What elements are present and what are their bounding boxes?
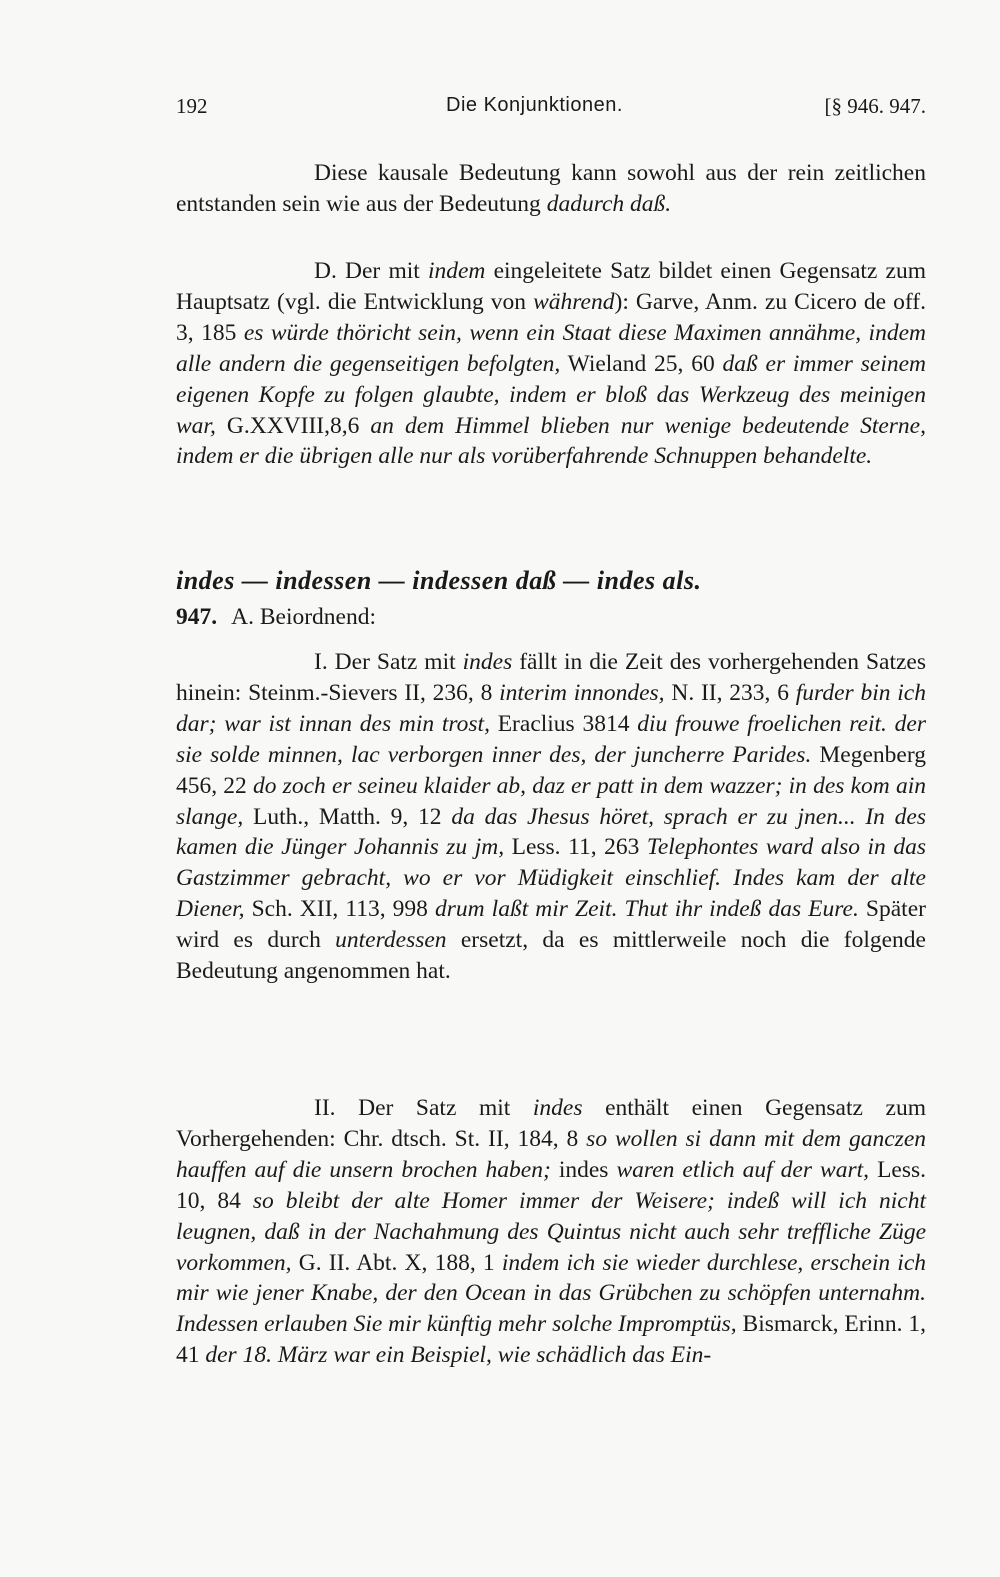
- paragraph-text: D. Der mit indem eingeleitete Satz bildet einen Gegensatz zum Hauptsatz (vgl. die Entwicklung von während): Garve, Anm. zu Cicero de off. 3, 185 es würde thöricht sein, wenn ein Staat diese Maximen annähme, indem alle andern die gegenseitigen befolgten, Wieland 25, 60 daß er immer seinem eigenen Kopfe zu folgen glaubte, indem er bloß das Werkzeug des meinigen war, G.XXVIII,8,6 an dem Himmel blieben nur wenige bedeutende Sterne, indem er die übrigen alle nur als vorüberfahrende Schnuppen behandelte.: [176, 258, 926, 470]
- paragraph-text: Diese kausale Bedeutung kann sowohl aus der rein zeitlichen entstanden sein wie aus der Bedeutung dadurch daß.: [176, 160, 926, 217]
- running-header: [176, 94, 926, 124]
- paragraph-causal: [176, 158, 926, 220]
- section-number: 947.: [176, 604, 218, 630]
- paragraph-d: [176, 256, 926, 472]
- page-number: 192: [176, 94, 208, 118]
- paragraph-text: I. Der Satz mit indes fällt in die Zeit des vorhergehenden Satzes hinein: Steinm.-Sievers II, 236, 8 interim innondes, N. II, 233, 6 furder bin ich dar; war ist innan des min trost, Eraclius 3814 diu frouwe froelichen reit. der sie solde minnen, lac verborgen inner des, der juncherre Parides. Megenberg 456, 22 do zoch er seineu klaider ab, daz er patt in dem wazzer; in des kom ain slange, Luth., Matth. 9, 12 da das Jhesus höret, sprach er zu jnen... In des kamen die Jünger Johannis zu jm, Less. 11, 263 Telephontes ward also in das Gastzimmer gebracht, wo er vor Müdigkeit einschlief. Indes kam der alte Diener, Sch. XII, 113, 998 drum laßt mir Zeit. Thut ihr indeß das Eure. Später wird es durch unterdessen ersetzt, da es mittlerweile noch die folgende Bedeutung angenommen hat.: [176, 649, 926, 985]
- section-line: [176, 604, 376, 631]
- paragraph-ii: [176, 1093, 926, 1371]
- section-reference: [§ 946. 947.: [824, 94, 926, 118]
- paragraph-text: II. Der Satz mit indes enthält einen Gegensatz zum Vorhergehenden: Chr. dtsch. St. II, 184, 8 so wollen si dann mit dem ganczen hauffen auf die unsern brochen haben; indes waren etlich auf der wart, Less. 10, 84 so bleibt der alte Homer immer der Weisere; indeß will ich nicht leugnen, daß in der Nachahmung des Quintus nicht auch sehr treffliche Züge vorkommen, G. II. Abt. X, 188, 1 indem ich sie wieder durchlese, erschein ich mir wie jener Knabe, der den Ocean in das Grübchen zu schöpfen unternahm. Indessen erlauben Sie mir künftig mehr solche Impromptüs, Bismarck, Erinn. 1, 41 der 18. März war ein Beispiel, wie schädlich das Ein-: [176, 1095, 927, 1369]
- section-label: A. Beiordnend:: [231, 604, 377, 630]
- section-heading: indes — indessen — indessen daß — indes als.: [176, 566, 702, 595]
- paragraph-i: [176, 647, 926, 987]
- running-title: Die Konjunktionen.: [446, 94, 623, 116]
